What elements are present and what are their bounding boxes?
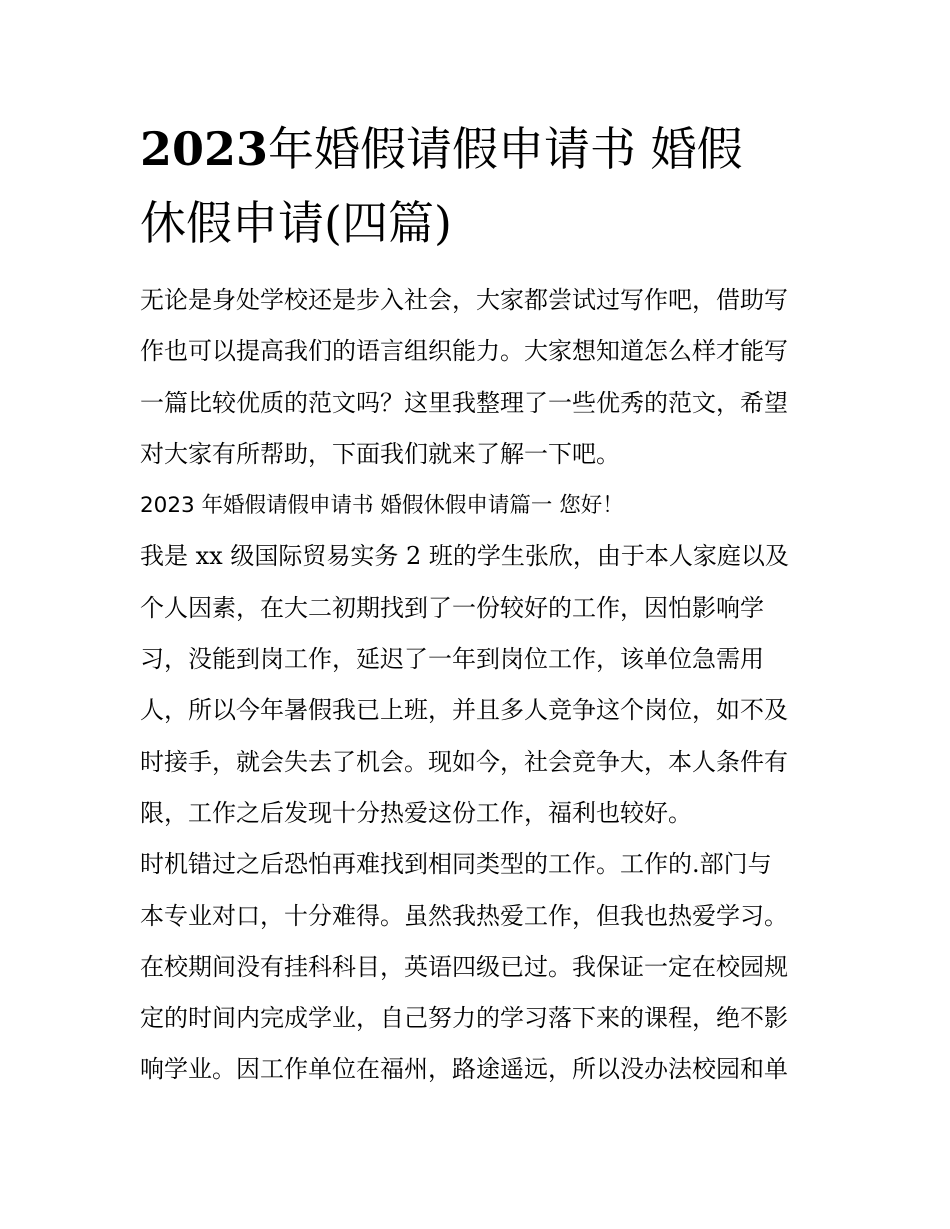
document-title	[140, 112, 820, 260]
body-line: 一篇比较优质的范文吗？这里我整理了一些优秀的范文，希望	[140, 388, 788, 417]
title-line-2: 休假申请(四篇)	[140, 196, 452, 250]
body-line: 个人因素，在大二初期找到了一份较好的工作，因怕影响学	[140, 593, 764, 622]
body-line: 对大家有所帮助，下面我们就来了解一下吧。	[140, 439, 620, 468]
title-line-1	[140, 112, 820, 186]
body-line: 定的时间内完成学业，自己努力的学习落下来的课程，绝不影	[140, 1004, 788, 1033]
body-line: 无论是身处学校还是步入社会，大家都尝试过写作吧，借助写	[140, 286, 788, 314]
body-line: 习，没能到岗工作，延迟了一年到岗位工作，该单位急需用	[140, 645, 764, 674]
body-line: 作也可以提高我们的语言组织能力。大家想知道怎么样才能写	[140, 337, 788, 366]
body-line: 人，所以今年暑假我已上班，并且多人竞争这个岗位，如不及	[140, 696, 788, 725]
section-heading-line: 2023 年婚假请假申请书 婚假休假申请篇一 您好！	[140, 493, 624, 519]
body-line: 本专业对口，十分难得。虽然我热爱工作，但我也热爱学习。	[140, 901, 788, 930]
body-line: 时机错过之后恐怕再难找到相同类型的工作。工作的.部门与	[140, 850, 772, 879]
title-year: 2023	[140, 122, 269, 176]
body-line: 我是 xx 级国际贸易实务 2 班的学生张欣，由于本人家庭以及	[140, 542, 789, 571]
document-body	[140, 275, 820, 1096]
body-line: 在校期间没有挂科科目，英语四级已过。我保证一定在校园规	[140, 952, 788, 981]
body-line: 时接手，就会失去了机会。现如今，社会竞争大，本人条件有	[140, 747, 788, 776]
title-line-1-text: 年婚假请假申请书 婚假	[268, 122, 743, 176]
body-line: 限，工作之后发现十分热爱这份工作，福利也较好。	[140, 798, 692, 827]
body-line: 响学业。因工作单位在福州，路途遥远，所以没办法校园和单	[140, 1055, 788, 1084]
